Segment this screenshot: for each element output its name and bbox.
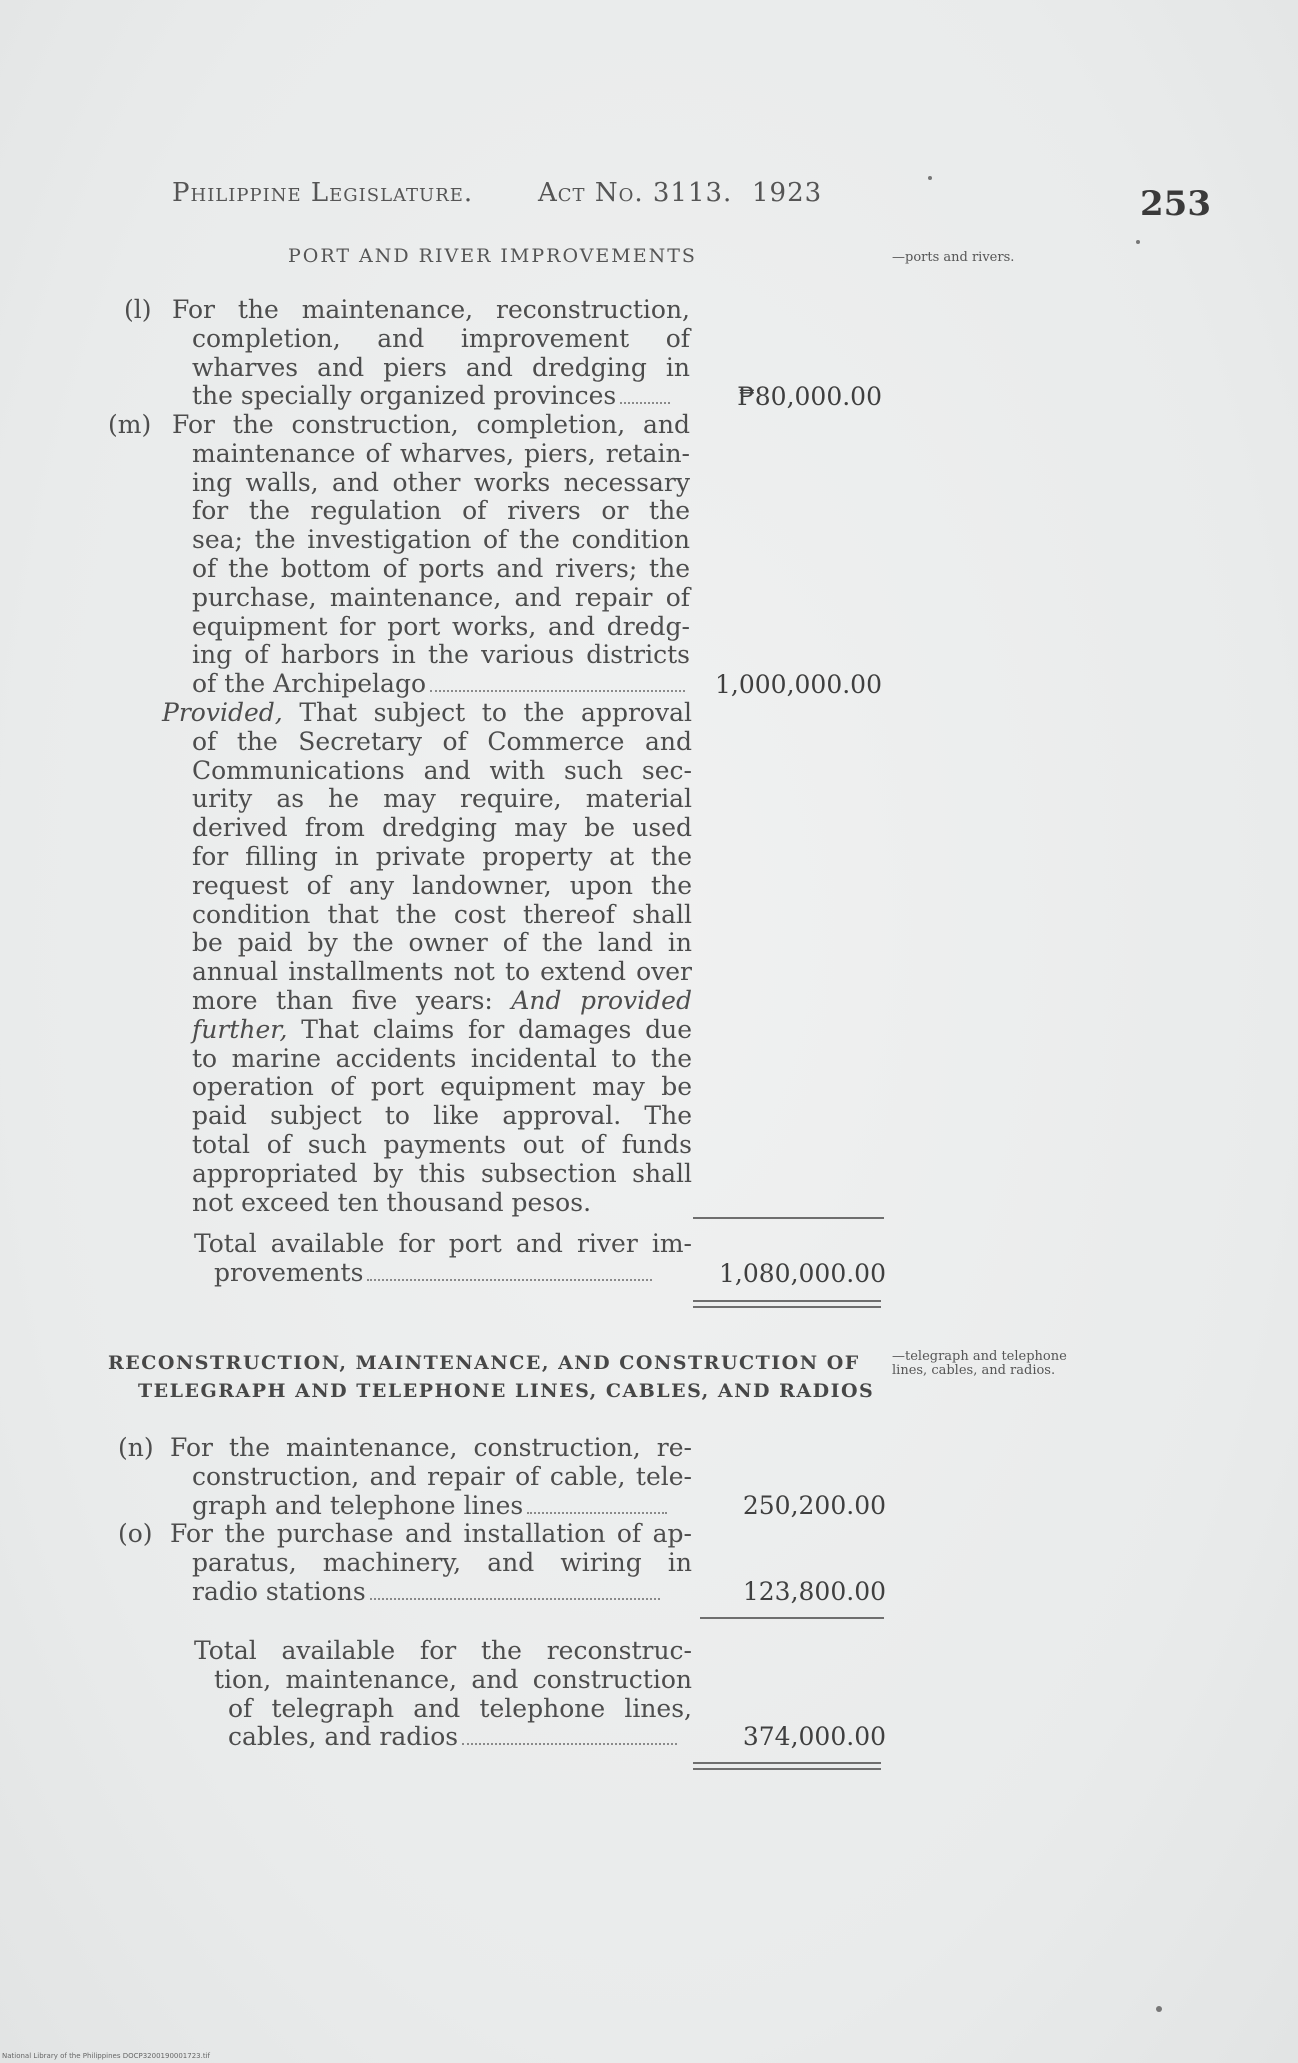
total-double-rule-top (693, 1300, 881, 1302)
item-marker-m: (m) (108, 410, 152, 439)
item-m-line: sea; the investigation of the condition (192, 525, 690, 555)
proviso-line: That subject to the approval (299, 698, 692, 727)
margin-note-ports: —ports and rivers. (892, 250, 1015, 265)
total-double-rule-top (693, 1762, 881, 1764)
leader-dots (462, 1742, 677, 1745)
total-ports-line: Total available for port and river im- (194, 1229, 692, 1258)
subtotal-rule (693, 1217, 884, 1219)
proviso-line: to marine accidents incidental to the (192, 1043, 692, 1073)
proviso-italic: Provided, (162, 698, 283, 727)
item-n-text (170, 1434, 692, 1520)
section-title-telegraph-line2: TELEGRAPH AND TELEPHONE LINES, CABLES, AND RADIOS (138, 1380, 875, 1402)
proviso-line: annual installments not to extend over (192, 957, 692, 987)
proviso-line: urity as he may require, material (192, 784, 692, 814)
proviso-line: of the Secretary of Commerce and (192, 726, 692, 756)
proviso-italic: And provided (511, 985, 692, 1015)
amount-total-telegraph: 374,000.00 (742, 1722, 886, 1751)
total-telegraph-line: Total available for the reconstruc- (194, 1636, 692, 1665)
proviso-line: be paid by the owner of the land in (192, 928, 692, 958)
item-m-line: ing walls, and other works necessary (192, 467, 690, 497)
total-ports-line: provements (214, 1257, 364, 1287)
print-speck (1156, 2006, 1162, 2012)
proviso-line: more than five years: (192, 985, 493, 1015)
proviso-line: Communications and with such sec- (192, 755, 692, 785)
amount-item-l: ₱80,000.00 (737, 382, 882, 411)
item-l-line: completion, and improvement of (192, 323, 690, 353)
proviso-further-line (162, 1016, 692, 1045)
leader-dots (367, 1278, 652, 1281)
item-o-text (170, 1520, 692, 1606)
item-o-line: For the purchase and installation of ap- (170, 1519, 692, 1548)
amount-total-ports: 1,080,000.00 (719, 1259, 886, 1288)
section-title-telegraph-line1: RECONSTRUCTION, MAINTENANCE, AND CONSTRUCTION OF (108, 1352, 860, 1374)
item-m-line: ing of harbors in the various districts (192, 640, 690, 670)
item-m-text (172, 411, 690, 699)
leader-dots (430, 689, 685, 692)
proviso-first-line (162, 699, 692, 728)
total-double-rule-bottom (693, 1306, 881, 1308)
item-m-line: for the regulation of rivers or the (192, 496, 690, 526)
proviso-line: total of such payments out of funds (192, 1129, 692, 1159)
page-number: 253 (1140, 184, 1211, 224)
leader-dots (620, 401, 670, 404)
amount-item-n: 250,200.00 (742, 1491, 886, 1520)
amount-item-m: 1,000,000.00 (715, 670, 882, 699)
proviso-text (162, 699, 692, 1217)
act-year: 1923 (752, 178, 823, 208)
item-o-last-line (170, 1578, 692, 1607)
proviso-line: paid subject to like approval. The (192, 1101, 692, 1131)
item-m-line: equipment for port works, and dredg- (192, 611, 690, 641)
proviso-line: That claims for damages due (301, 1014, 692, 1044)
item-m-last-line (172, 670, 690, 699)
leader-dots (370, 1597, 660, 1600)
proviso-italic: further, (192, 1014, 288, 1044)
proviso-line: not exceed ten thousand pesos. (192, 1187, 592, 1217)
item-m-line: purchase, maintenance, and repair of (192, 582, 690, 612)
scan-credit: National Library of the Philippines DOCP3200190001723.tif (2, 2052, 211, 2060)
margin-note-telegraph: —telegraph and telephone lines, cables, and radios. (892, 1349, 1067, 1378)
proviso-line: condition that the cost thereof shall (192, 899, 692, 929)
print-speck (928, 176, 932, 180)
total-ports-last-line (194, 1259, 692, 1288)
item-l-last-line (172, 382, 690, 411)
item-n-line: graph and telephone lines (192, 1490, 524, 1520)
item-l-text (172, 296, 690, 411)
item-n-line: For the maintenance, construction, re- (170, 1433, 692, 1462)
item-m-line: For the construction, completion, and (172, 410, 690, 439)
item-l-line: the specially organized provinces (192, 381, 617, 411)
item-m-line: maintenance of wharves, piers, retain- (192, 438, 690, 468)
item-l-line: wharves and piers and dredging in (192, 352, 690, 382)
amount-item-o: 123,800.00 (742, 1577, 886, 1606)
print-speck (1136, 240, 1140, 244)
proviso-line: appropriated by this subsection shall (192, 1158, 692, 1188)
proviso-line: request of any landowner, upon the (192, 870, 692, 900)
act-number: Act No. 3113. (538, 178, 733, 208)
section-title-ports: PORT AND RIVER IMPROVEMENTS (288, 245, 697, 267)
item-m-line: of the Archipelago (192, 669, 426, 699)
item-marker-o: (o) (118, 1519, 153, 1548)
item-marker-n: (n) (118, 1433, 154, 1462)
item-marker-l: (l) (124, 295, 152, 324)
total-double-rule-bottom (693, 1768, 881, 1770)
item-n-line: construction, and repair of cable, tele- (192, 1461, 692, 1491)
leader-dots (527, 1511, 667, 1514)
subtotal-rule (700, 1617, 884, 1619)
running-title: Philippine Legislature. (172, 178, 474, 208)
proviso-line: operation of port equipment may be (192, 1072, 692, 1102)
item-n-last-line (170, 1492, 692, 1521)
total-telegraph-text (194, 1637, 692, 1752)
total-telegraph-line: tion, maintenance, and construction (214, 1664, 692, 1694)
proviso-line: derived from dredging may be used (192, 813, 692, 843)
item-o-line: radio stations (192, 1576, 366, 1606)
item-m-line: of the bottom of ports and rivers; the (192, 553, 690, 583)
item-l-line: For the maintenance, reconstruction, (172, 295, 690, 324)
item-o-line: paratus, machinery, and wiring in (192, 1547, 692, 1577)
proviso-line: for filling in private property at the (192, 841, 692, 871)
total-telegraph-last-line (194, 1723, 692, 1752)
total-ports-text (194, 1230, 692, 1288)
total-telegraph-line: cables, and radios (228, 1722, 459, 1752)
total-telegraph-line: of telegraph and telephone lines, (228, 1693, 692, 1723)
proviso-five-years-line (162, 987, 692, 1016)
